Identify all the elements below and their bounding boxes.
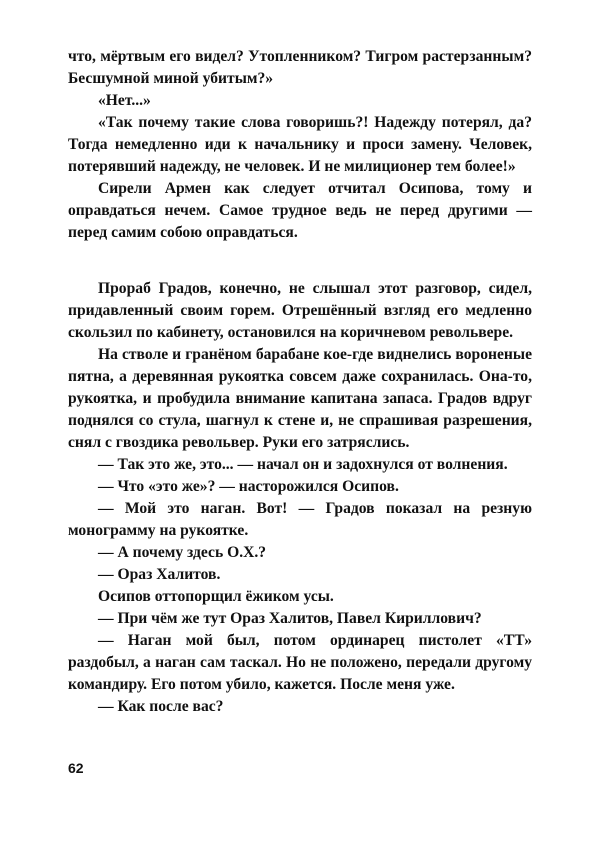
paragraph: «Так почему такие слова говоришь?! Надежду потерял, да? Тогда немедленно иди к начальнику и проси замену. Человек, потерявший надежду, не человек. И не милиционер тем более!» <box>68 114 532 175</box>
paragraph: Осипов оттопорщил ёжиком усы. <box>98 588 334 605</box>
dialogue-line: — Ораз Халитов. <box>98 566 221 583</box>
dialogue-line: — Так это же, это... — начал он и задохнулся от волнения. <box>98 456 508 473</box>
dialogue-line: — А почему здесь О.Х.? <box>98 544 267 561</box>
paragraph: Сирели Армен как следует отчитал Осипова, тому и оправдаться нечем. Самое трудное ведь не перед другими — перед самим собою оправдаться. <box>68 180 532 241</box>
text-block-main <box>68 278 532 718</box>
paragraph: «Нет...» <box>98 92 151 109</box>
text-block-top <box>68 46 532 244</box>
page-number: 62 <box>68 760 84 776</box>
paragraph: На стволе и гранёном барабане кое-где виднелись вороненые пятна, а деревянная рукоятка совсем даже сохранилась. Она-то, рукоятка, и пробудила внимание капитана запаса. Градов вдруг поднялся со стула, шагнул к стене и, не спрашивая разрешения, снял с гвоздика револьвер. Руки его затряслись. <box>68 346 532 451</box>
paragraph: что, мёртвым его видел? Утопленником? Тигром растерзанным? Бесшумной миной убитым?» <box>68 48 532 87</box>
dialogue-line: — Наган мой был, потом ординарец пистолет «ТТ» раздобыл, а наган сам таскал. Но не положено, передали другому командиру. Его потом убило, кажется. После меня уже. <box>68 632 532 693</box>
dialogue-line: — При чём же тут Ораз Халитов, Павел Кириллович? <box>98 610 482 627</box>
dialogue-line: — Что «это же»? — насторожился Осипов. <box>98 478 399 495</box>
dialogue-line: — Как после вас? <box>98 698 224 715</box>
dialogue-line: — Мой это наган. Вот! — Градов показал на резную монограмму на рукоятке. <box>68 500 532 539</box>
paragraph: Прораб Градов, конечно, не слышал этот разговор, сидел, придавленный своим горем. Отрешённый взгляд его медленно скользил по кабинету, остановился на коричневом револьвере. <box>68 280 532 341</box>
